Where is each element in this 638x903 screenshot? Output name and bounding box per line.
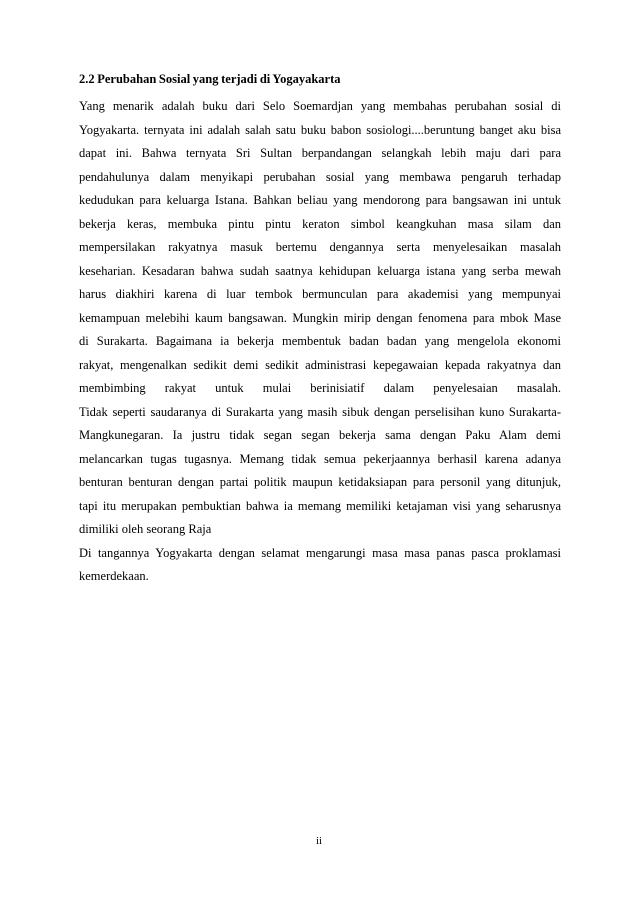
- body-line-8: keseharian. Kesadaran bahwa sudah saatnya kehidupan keluarga istana yang serba mewah: [79, 264, 561, 278]
- body-line-20: Di tangannya Yogyakarta dengan selamat mengarungi masa masa panas pasca proklamasi: [79, 546, 561, 560]
- section-heading: 2.2 Perubahan Sosial yang terjadi di Yogayakarta: [79, 72, 341, 86]
- body-line-2: Yogyakarta. ternyata ini adalah salah satu buku babon sosiologi....beruntung banget aku bisa: [79, 123, 561, 137]
- body-line-17: benturan benturan dengan partai politik maupun ketidaksiapan para personil yang ditunjuk,: [79, 475, 561, 489]
- body-line-3: dapat ini. Bahwa ternyata Sri Sultan berpandangan selangkah lebih maju dari para: [79, 146, 561, 160]
- body-line-7: mempersilakan rakyatnya masuk bertemu dengannya serta menyelesaikan masalah: [79, 240, 561, 254]
- body-line-14: Tidak seperti saudaranya di Surakarta yang masih sibuk dengan perselisihan kuno Surakarta-: [79, 405, 561, 419]
- body-line-4: pendahulunya dalam menyikapi perubahan sosial yang membawa pengaruh terhadap: [79, 170, 561, 184]
- page-number: ii: [315, 835, 323, 847]
- body-line-6: bekerja keras, membuka pintu pintu keraton simbol keangkuhan masa silam dan: [79, 217, 561, 231]
- body-line-13: membimbing rakyat untuk mulai berinisiatif dalam penyelesaian masalah.: [79, 381, 561, 395]
- body-line-12: rakyat, mengenalkan sedikit demi sedikit administrasi kepegawaian kepada rakyatnya dan: [79, 358, 561, 372]
- body-line-11: di Surakarta. Bagaimana ia bekerja membentuk badan badan yang mengelola ekonomi: [79, 334, 561, 348]
- body-line-18: tapi itu merupakan pembuktian bahwa ia memang memiliki ketajaman visi yang seharusnya: [79, 499, 561, 513]
- body-line-21: kemerdekaan.: [79, 569, 149, 583]
- body-line-1: Yang menarik adalah buku dari Selo Soemardjan yang membahas perubahan sosial di: [79, 99, 561, 113]
- body-line-9: harus diakhiri karena di luar tembok bermunculan para akademisi yang mempunyai: [79, 287, 561, 301]
- body-line-10: kemampuan melebihi kaum bangsawan. Mungkin mirip dengan fenomena para mbok Mase: [79, 311, 561, 325]
- body-line-19: dimiliki oleh seorang Raja: [79, 522, 212, 536]
- body-line-5: kedudukan para keluarga Istana. Bahkan beliau yang mendorong para bangsawan ini untuk: [79, 193, 561, 207]
- body-line-16: melancarkan tugas tugasnya. Memang tidak semua pekerjaannya berhasil karena adanya: [79, 452, 561, 466]
- body-line-15: Mangkunegaran. Ia justru tidak segan segan bekerja sama dengan Paku Alam demi: [79, 428, 561, 442]
